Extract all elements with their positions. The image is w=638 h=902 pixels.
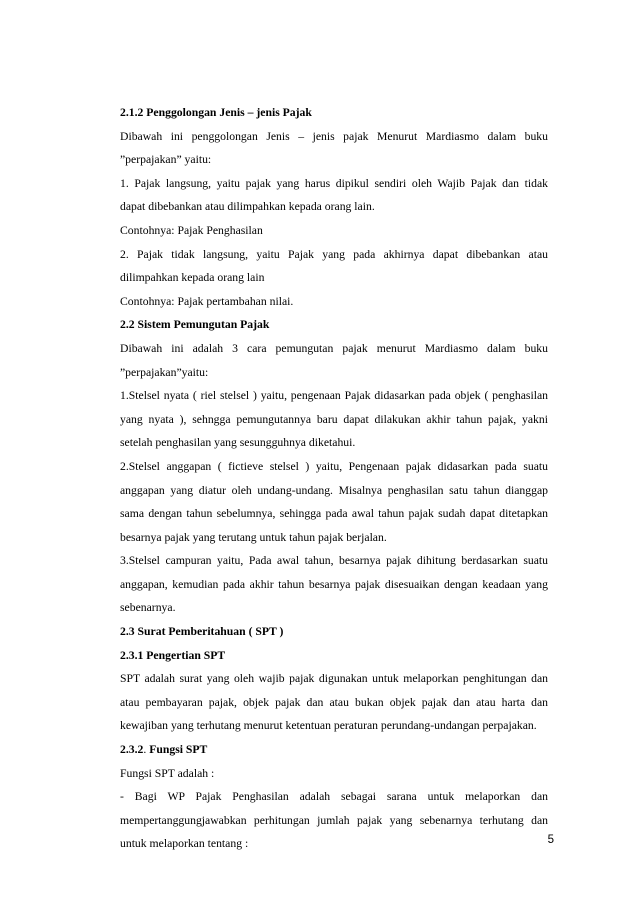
section-heading-2-2: 2.2 Sistem Pemungutan Pajak [120,318,270,332]
paragraph-line: atau pembayaran pajak, objek pajak dan atau bukan objek pajak dan atau harta dan [120,695,548,709]
paragraph-line: Dibawah ini penggolongan Jenis – jenis pajak Menurut Mardiasmo dalam buku [120,129,548,143]
section-heading-2-3-1: 2.3.1 Pengertian SPT [120,648,226,662]
list-item-line: yang nyata ), sehngga pemungutannya baru dapat dilakukan akhir tahun pajak, yakni [120,412,548,426]
paragraph-line: Dibawah ini adalah 3 cara pemungutan pajak menurut Mardiasmo dalam buku [120,341,548,355]
bullet-line: - Bagi WP Pajak Penghasilan adalah sebagai sarana untuk melaporkan dan [120,790,548,804]
list-item-line: dapat dibebankan atau dilimpahkan kepada orang lain. [120,200,375,214]
paragraph-line: ”perpajakan” yaitu: [120,153,212,167]
paragraph-line: ”perpajakan”yaitu: [120,365,209,379]
section-heading-2-1-2: 2.1.2 Penggolongan Jenis – jenis Pajak [120,106,312,119]
list-item-line: 1. Pajak langsung, yaitu pajak yang harus dipikul sendiri oleh Wajib Pajak dan tidak [120,176,548,190]
list-item-line: sama dengan tahun sebelumnya, sehingga pada awal tahun pajak sudah dapat ditetapkan [120,507,548,521]
example-line: Contohnya: Pajak Penghasilan [120,223,263,237]
bullet-line: mempertanggungjawabkan perhitungan jumlah pajak yang sebenarnya terhutang dan [120,813,548,827]
list-item-line: 1.Stelsel nyata ( riel stelsel ) yaitu, pengenaan Pajak didasarkan pada objek ( penghasilan [120,389,548,403]
paragraph-line: Fungsi SPT adalah : [120,766,215,780]
section-heading-2-3: 2.3 Surat Pemberitahuan ( SPT ) [120,625,284,639]
list-item-line: dilimpahkan kepada orang lain [120,271,265,285]
heading-number: 2.3.2 [120,743,144,757]
list-item-line: 2. Pajak tidak langsung, yaitu Pajak yang pada akhirnya dapat dibebankan atau [120,247,548,261]
list-item-line: 2.Stelsel anggapan ( fictieve stelsel ) yaitu, Pengenaan pajak didasarkan pada suatu [120,459,548,473]
list-item-line: sebenarnya. [120,601,176,615]
document-page [120,101,548,856]
list-item-line: anggapan, kemudian pada akhir tahun besarnya pajak disesuaikan dengan keadaan yang [120,577,548,591]
heading-title: Fungsi SPT [146,743,208,757]
list-item-line: anggapan yang diatur oleh undang-undang. Misalnya penghasilan satu tahun dianggap [120,483,548,497]
paragraph-line: SPT adalah surat yang oleh wajib pajak digunakan untuk melaporkan penghitungan dan [120,672,548,686]
page-number: 5 [547,834,554,846]
section-heading-2-3-2 [120,738,548,762]
list-item-line: 3.Stelsel campuran yaitu, Pada awal tahun, besarnya pajak dihitung berdasarkan suatu [120,554,548,568]
list-item-line: setelah penghasilan yang sesungguhnya diketahui. [120,436,356,450]
heading-dot: . [143,743,147,757]
bullet-line: untuk melaporkan tentang : [120,837,249,851]
example-line: Contohnya: Pajak pertambahan nilai. [120,294,294,308]
paragraph-line: kewajiban yang terhutang menurut ketentuan peraturan perundang-undangan perpajakan. [120,719,537,733]
list-item-line: besarnya pajak yang terutang untuk tahun pajak berjalan. [120,530,387,544]
